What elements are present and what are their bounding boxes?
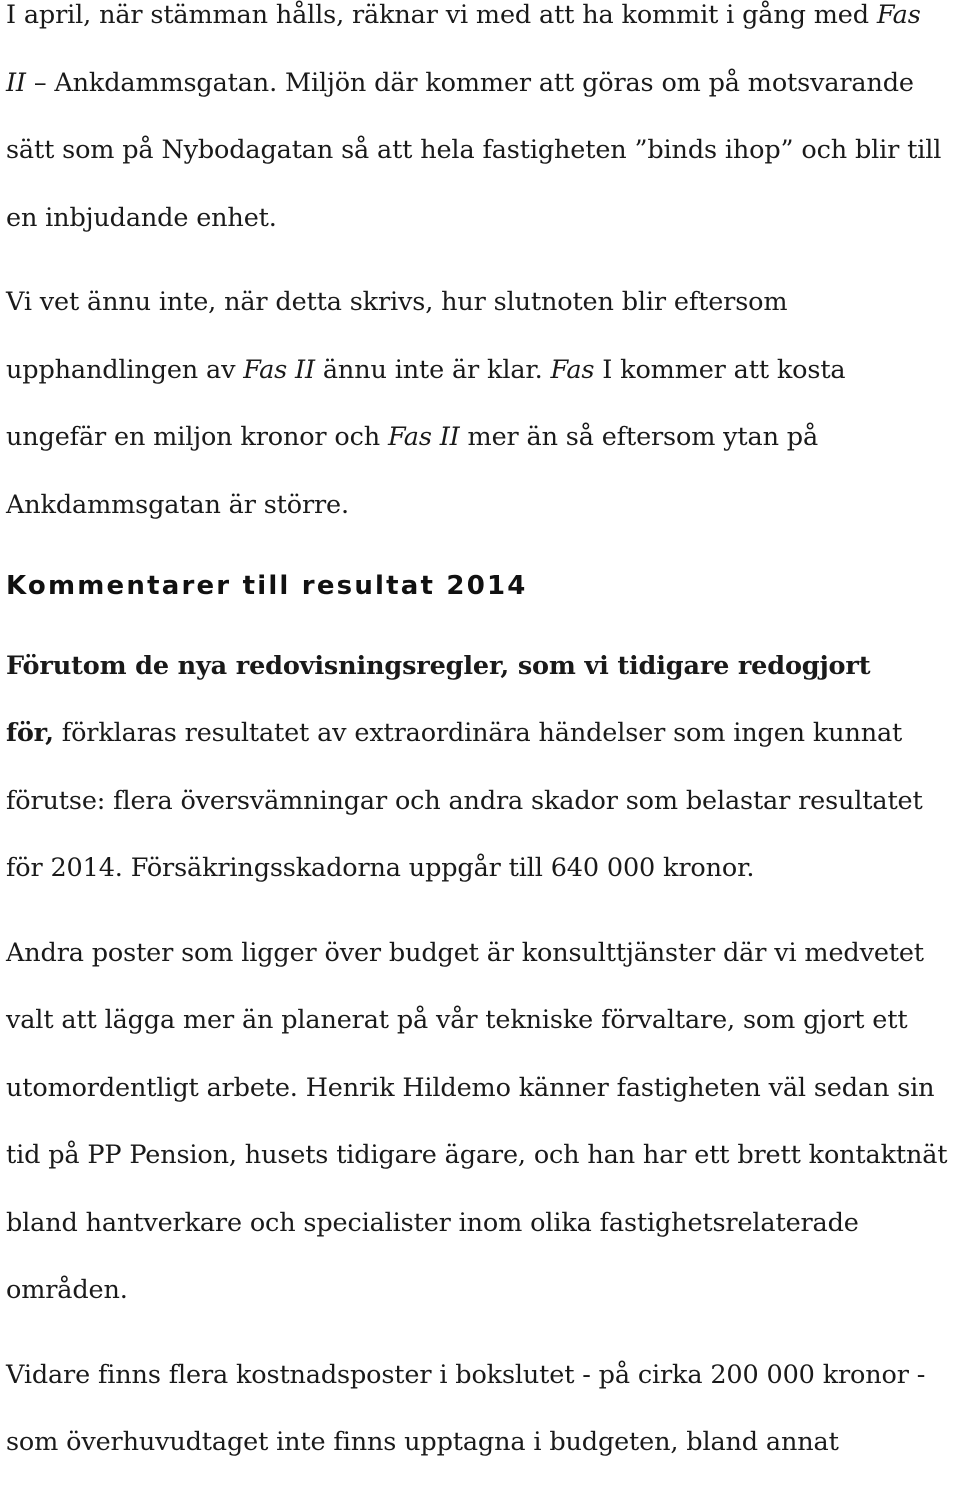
text-line: valt att lägga mer än planerat på vår tekniske förvaltare, som gjort ett bbox=[6, 1005, 908, 1035]
text-span: ungefär en miljon kronor och bbox=[6, 422, 388, 452]
text-line: som överhuvudtaget inte finns upptagna i budgeten, bland annat bbox=[6, 1427, 839, 1457]
bold-term: för, bbox=[6, 718, 54, 748]
text-span: förklaras resultatet av extraordinära händelser som ingen kunnat bbox=[53, 718, 903, 748]
text-line bbox=[6, 337, 956, 405]
text-line: utomordentligt arbete. Henrik Hildemo känner fastigheten väl sedan sin bbox=[6, 1072, 935, 1103]
italic-term: Fas bbox=[550, 354, 595, 385]
text-span: I kommer att kosta bbox=[594, 354, 846, 385]
paragraph-fas-ii-intro bbox=[6, 0, 956, 252]
paragraph-result-comments bbox=[6, 633, 956, 903]
text-line: Vi vet ännu inte, när detta skrivs, hur slutnoten blir eftersom bbox=[6, 287, 788, 317]
text-line: Vidare finns flera kostnadsposter i bokslutet - på cirka 200 000 kronor - bbox=[6, 1359, 926, 1390]
text-line: förutse: flera översvämningar och andra skador som belastar resultatet bbox=[6, 785, 923, 816]
text-line: sätt som på Nybodagatan så att hela fastigheten ”binds ihop” och blir till bbox=[6, 135, 942, 165]
text-line: för 2014. Försäkringsskadorna uppgår till 640 000 kronor. bbox=[6, 853, 755, 883]
italic-term: Fas II bbox=[243, 354, 315, 385]
italic-term: II bbox=[6, 67, 26, 98]
text-span: ännu inte är klar. bbox=[314, 354, 551, 385]
italic-term: Fas II bbox=[387, 422, 460, 452]
paragraph-cost-estimate bbox=[6, 269, 956, 539]
text-line: Förutom de nya redovisningsregler, som vi tidigare redogjort bbox=[6, 650, 871, 681]
text-line: Ankdammsgatan är större. bbox=[6, 489, 349, 520]
paragraph-consulting-costs bbox=[6, 920, 956, 1325]
heading-text: Kommentarer till resultat 2014 bbox=[6, 571, 528, 601]
text-line: bland hantverkare och specialister inom olika fastighetsrelaterade bbox=[6, 1207, 859, 1238]
document-page bbox=[6, 0, 956, 1477]
section-heading bbox=[6, 553, 956, 621]
text-span: upphandlingen av bbox=[6, 354, 244, 385]
italic-term: Fas bbox=[876, 0, 921, 30]
text-line bbox=[6, 404, 956, 472]
text-line: en inbjudande enhet. bbox=[6, 202, 277, 233]
text-line: Andra poster som ligger över budget är konsulttjänster där vi medvetet bbox=[6, 937, 924, 968]
text-line bbox=[6, 50, 956, 118]
text-line: områden. bbox=[6, 1275, 128, 1305]
text-span: – Ankdammsgatan. Miljön där kommer att göras om på motsvarande bbox=[25, 67, 914, 98]
text-line bbox=[6, 700, 956, 768]
text-span: mer än så eftersom ytan på bbox=[459, 422, 819, 452]
paragraph-unbudgeted-costs bbox=[6, 1342, 956, 1477]
text-line: tid på PP Pension, husets tidigare ägare, och han har ett brett kontaktnät bbox=[6, 1140, 948, 1170]
text-line bbox=[6, 0, 956, 50]
text-span: I april, när stämman hålls, räknar vi med att ha kommit i gång med bbox=[6, 0, 877, 30]
